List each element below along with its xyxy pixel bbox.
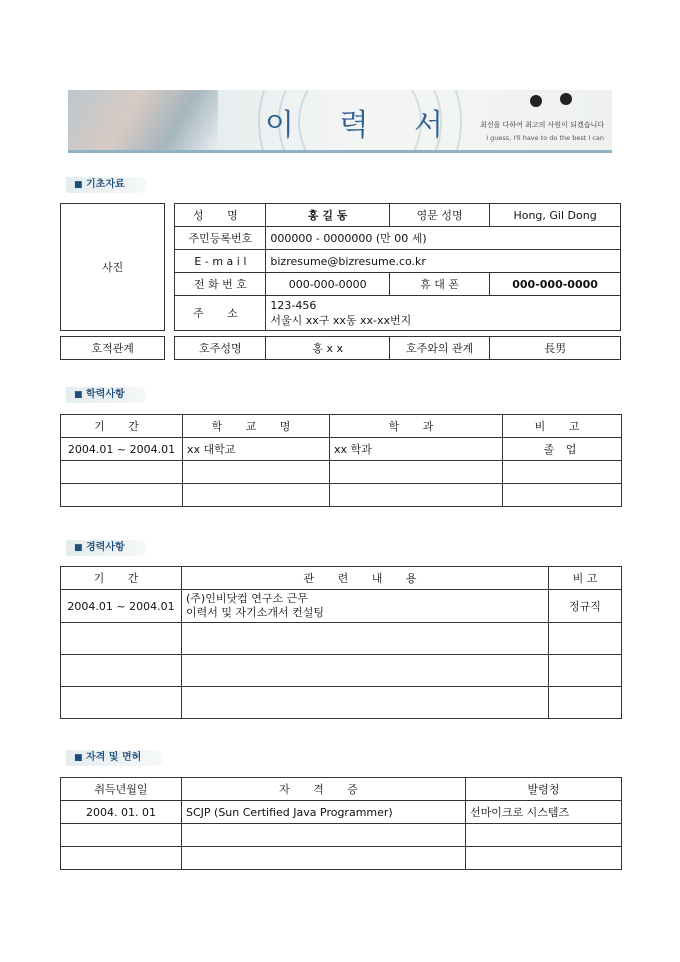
section-marker-icon: ■ xyxy=(74,180,83,190)
career-content-line1: (주)인비닷컴 연구소 근무 xyxy=(186,592,308,605)
section-marker-icon: ■ xyxy=(74,390,83,400)
license-cell: 2004. 01. 01 xyxy=(61,801,182,824)
table-row xyxy=(61,847,622,870)
license-cell: 선마이크로 시스템즈 xyxy=(466,801,622,824)
family-label: 호적관계 xyxy=(61,337,165,360)
banner-subtitle-en: I guess, I'll have to do the best I can xyxy=(486,134,604,142)
license-table xyxy=(60,777,622,870)
name-label: 성 명 xyxy=(175,204,266,227)
head-relation-label: 호주와의 관계 xyxy=(390,337,490,360)
table-row xyxy=(61,801,622,824)
email-label: E - m a i l xyxy=(175,250,266,273)
section-career xyxy=(66,540,147,556)
rrn-label: 주민등록번호 xyxy=(175,227,266,250)
section-license-label: 자격 및 면허 xyxy=(86,752,142,763)
career-note: 정규직 xyxy=(549,590,622,623)
table-row xyxy=(61,461,622,484)
edu-cell: xx 대학교 xyxy=(183,438,330,461)
header-banner xyxy=(68,90,612,153)
career-table xyxy=(60,566,622,719)
address-line1: 123-456 xyxy=(270,299,317,312)
photo-cell: 사진 xyxy=(61,204,165,331)
career-content xyxy=(182,590,549,623)
page-title: 이 력 서 xyxy=(264,108,461,143)
decor-dot-icon xyxy=(560,93,572,105)
table-row xyxy=(61,484,622,507)
section-basic-label: 기초자료 xyxy=(86,179,125,190)
edu-header-school: 학 교 명 xyxy=(183,415,330,438)
mobile-value: 000-000-0000 xyxy=(490,273,621,296)
license-header-date: 취득년월일 xyxy=(61,778,182,801)
edu-cell: 졸 업 xyxy=(503,438,622,461)
section-marker-icon: ■ xyxy=(74,543,83,553)
phone-value: 000-000-0000 xyxy=(266,273,390,296)
family-table xyxy=(60,336,621,360)
section-education xyxy=(66,387,147,403)
decor-dot-icon xyxy=(530,95,542,107)
section-basic xyxy=(66,177,147,193)
edu-cell: xx 학과 xyxy=(330,438,503,461)
email-value: bizresume@bizresume.co.kr xyxy=(266,250,621,273)
head-name-label: 호주성명 xyxy=(175,337,266,360)
table-row xyxy=(61,655,622,687)
section-career-label: 경력사항 xyxy=(86,542,125,553)
section-education-label: 학력사항 xyxy=(86,389,125,400)
career-header-period: 기 간 xyxy=(61,567,182,590)
address-line2: 서울시 xx구 xx동 xx-xx번지 xyxy=(270,314,412,327)
table-row xyxy=(61,590,622,623)
mobile-label: 휴 대 폰 xyxy=(390,273,490,296)
career-header-content: 관 련 내 용 xyxy=(182,567,549,590)
banner-subtitle-ko: 최선을 다하여 최고의 사원이 되겠습니다 xyxy=(480,121,604,129)
edu-header-note: 비 고 xyxy=(503,415,622,438)
basic-table xyxy=(60,203,621,331)
section-marker-icon: ■ xyxy=(74,753,83,763)
table-row xyxy=(61,824,622,847)
phone-label: 전 화 번 호 xyxy=(175,273,266,296)
rrn-value: 000000 - 0000000 (만 00 세) xyxy=(266,227,621,250)
license-header-name: 자 격 증 xyxy=(182,778,466,801)
eng-name-value: Hong, Gil Dong xyxy=(490,204,621,227)
head-name-value: 홍 x x xyxy=(266,337,390,360)
name-value: 홍 길 동 xyxy=(266,204,390,227)
section-license xyxy=(66,750,163,766)
license-cell: SCJP (Sun Certified Java Programmer) xyxy=(182,801,466,824)
table-row xyxy=(61,687,622,719)
career-content-line2: 이력서 및 자기소개서 컨설팅 xyxy=(186,606,325,619)
table-row xyxy=(61,623,622,655)
education-table xyxy=(60,414,622,507)
address-label: 주 소 xyxy=(175,296,266,331)
license-header-issuer: 발령청 xyxy=(466,778,622,801)
edu-cell: 2004.01 ~ 2004.01 xyxy=(61,438,183,461)
head-relation-value: 長男 xyxy=(490,337,621,360)
career-header-note: 비 고 xyxy=(549,567,622,590)
career-period: 2004.01 ~ 2004.01 xyxy=(61,590,182,623)
eng-name-label: 영문 성명 xyxy=(390,204,490,227)
address-value xyxy=(266,296,621,331)
edu-header-period: 기 간 xyxy=(61,415,183,438)
edu-header-major: 학 과 xyxy=(330,415,503,438)
banner-photo xyxy=(68,90,218,150)
table-row xyxy=(61,438,622,461)
